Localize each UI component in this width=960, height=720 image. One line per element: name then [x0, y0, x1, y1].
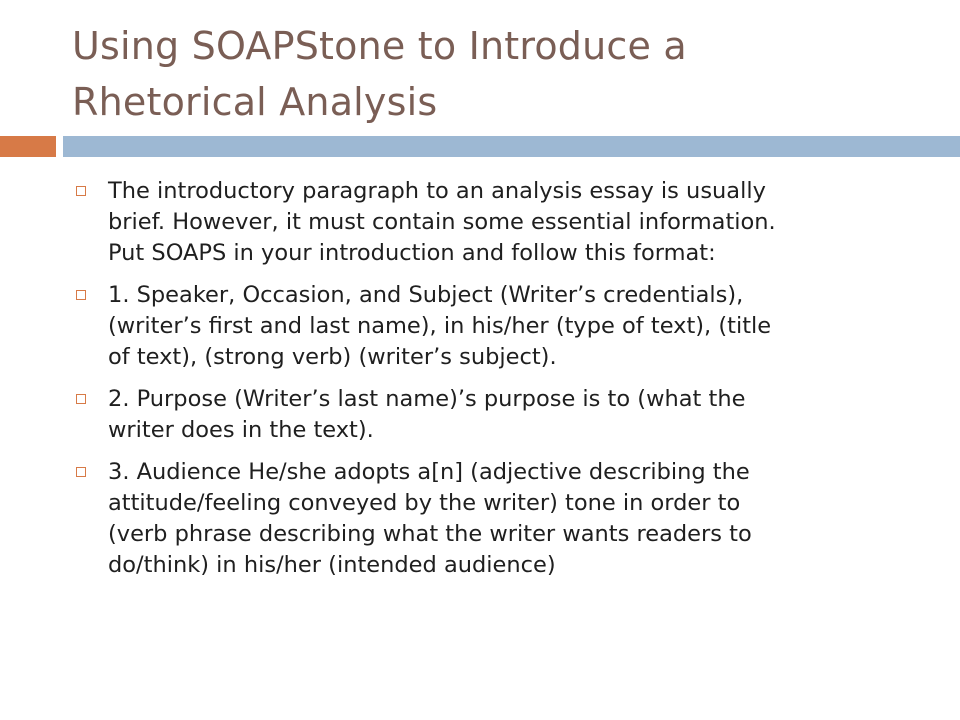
- bullet-item-audience: [72, 457, 932, 581]
- bullet-list: [72, 176, 932, 592]
- slide-title: [72, 18, 932, 130]
- bullet-item-purpose: [72, 384, 932, 446]
- square-bullet-icon: [76, 467, 86, 477]
- bullet-item-speaker: [72, 280, 932, 373]
- bullet-text-line: Put SOAPS in your introduction and follow this format:: [108, 240, 716, 266]
- slide-title-line: Using SOAPStone to Introduce a: [72, 24, 687, 68]
- bullet-item-intro: [72, 176, 932, 269]
- square-bullet-icon: [76, 394, 86, 404]
- bullet-text-line: writer does in the text).: [108, 417, 374, 443]
- bullet-text-line: of text), (strong verb) (writer’s subject).: [108, 344, 557, 370]
- bullet-text-line: brief. However, it must contain some essential information.: [108, 209, 776, 235]
- bullet-text-line: attitude/feeling conveyed by the writer) tone in order to: [108, 490, 741, 516]
- bullet-text-line: 3. Audience He/she adopts a[n] (adjective describing the: [108, 459, 750, 485]
- bullet-text-line: 1. Speaker, Occasion, and Subject (Writer’s credentials),: [108, 282, 744, 308]
- bullet-text-line: The introductory paragraph to an analysis essay is usually: [108, 178, 766, 204]
- square-bullet-icon: [76, 290, 86, 300]
- slide-title-line: Rhetorical Analysis: [72, 80, 438, 124]
- title-divider-accent: [0, 136, 56, 157]
- bullet-text-line: (verb phrase describing what the writer wants readers to: [108, 521, 752, 547]
- bullet-text-line: do/think) in his/her (intended audience): [108, 552, 556, 578]
- bullet-text-line: (writer’s first and last name), in his/her (type of text), (title: [108, 313, 772, 339]
- title-divider-bar: [63, 136, 960, 157]
- bullet-text-line: 2. Purpose (Writer’s last name)’s purpose is to (what the: [108, 386, 746, 412]
- square-bullet-icon: [76, 186, 86, 196]
